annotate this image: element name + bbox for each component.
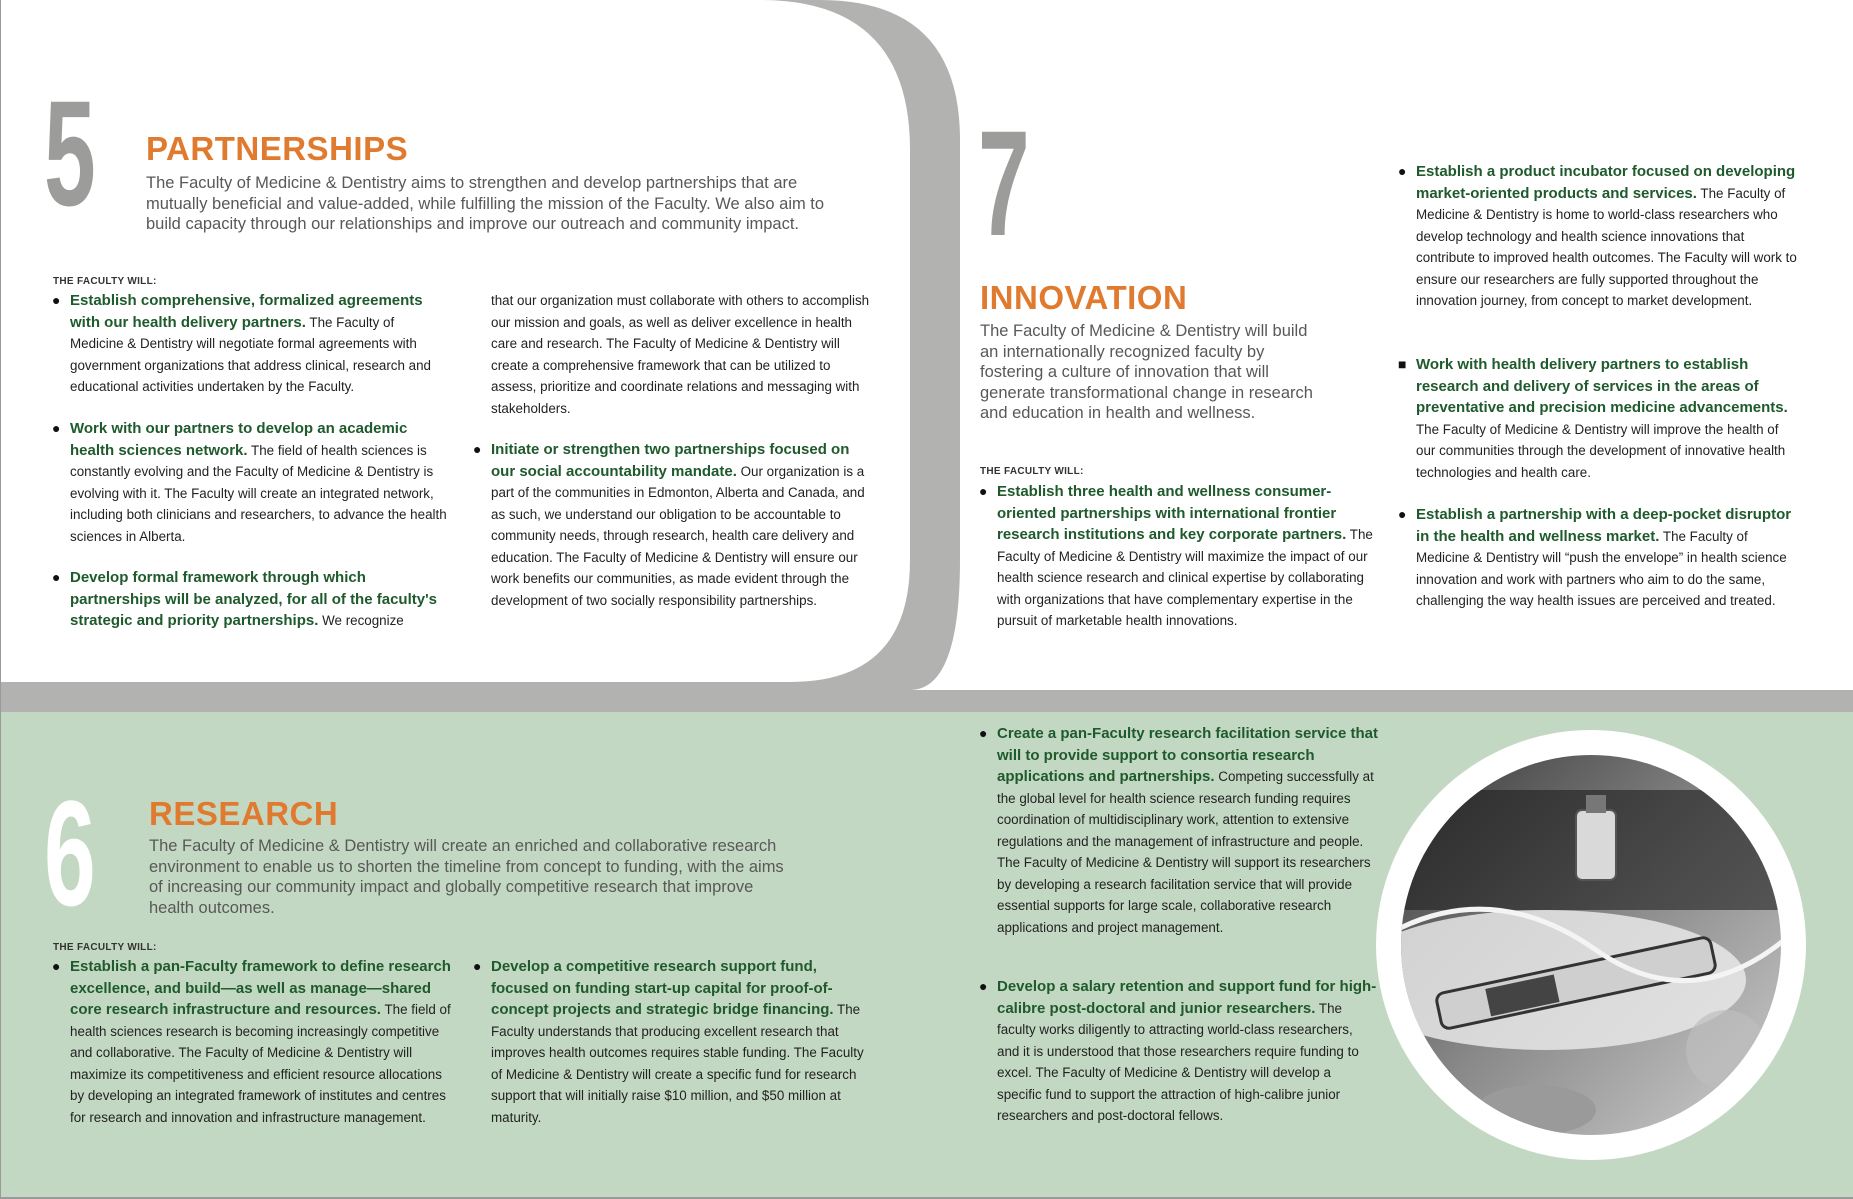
list-item bbox=[52, 956, 451, 1128]
item-body: The Faculty of Medicine & Dentistry will improve the health of our communities through the development of innovative health technologies and health care. bbox=[1416, 421, 1786, 480]
item-body: The Faculty of Medicine & Dentistry will “push the envelope” in health science innovation and work with partners who aim to do the same, challenging the way health issues are perceived and treated. bbox=[1416, 528, 1787, 608]
list-item bbox=[52, 418, 451, 547]
bullet: ● bbox=[52, 420, 61, 436]
item-body: We recognize bbox=[318, 613, 404, 628]
section-title-partnerships: PARTNERSHIPS bbox=[146, 130, 409, 167]
list-item bbox=[1398, 161, 1799, 312]
bullet: ● bbox=[979, 725, 988, 741]
lab-photo bbox=[1376, 730, 1806, 1160]
item-heading: Establish a pan-Faculty framework to define research excellence, and build—as well as manage—shared core research infrastructure and resources. bbox=[70, 958, 451, 1018]
list-item bbox=[473, 956, 872, 1128]
list-item bbox=[979, 481, 1378, 632]
faculty-will-label: THE FACULTY WILL: bbox=[53, 942, 157, 953]
list-item bbox=[52, 290, 451, 398]
bullet: ● bbox=[52, 958, 61, 974]
faculty-will-label: THE FACULTY WILL: bbox=[980, 466, 1084, 477]
item-heading: Establish a partnership with a deep-pocket disruptor in the health and wellness market. bbox=[1416, 506, 1792, 545]
item-heading: Develop a salary retention and support fund for high-calibre post-doctoral and junior researchers. bbox=[997, 978, 1377, 1017]
item-body: Competing successfully at the global level for health science research funding requires coordination of multidisciplinary work, attention to extensive regulations and the management of infrastructure and people. The Faculty of Medicine & Dentistry will support its researchers by developing a research facilitation service that will provide essential supports for large scale, collaborative research applications and project management. bbox=[997, 769, 1374, 935]
bullet: ● bbox=[979, 483, 988, 499]
bullet: ● bbox=[52, 292, 61, 308]
item-heading: Establish three health and wellness consumer-oriented partnerships with international frontier research institutions and key corporate partners. bbox=[997, 483, 1347, 543]
lab-photo-illustration bbox=[1376, 730, 1806, 1160]
bullet: ● bbox=[1398, 506, 1407, 522]
section-intro-partnerships: The Faculty of Medicine & Dentistry aims to strengthen and develop partnerships that are mutually beneficial and value-added, while fulfilling the mission of the Faculty. We also aim to build capacity through our relationships and improve our outreach and community impact. bbox=[146, 174, 825, 233]
list-item bbox=[473, 439, 872, 611]
list-item bbox=[1398, 504, 1799, 612]
section-title-innovation: INNOVATION bbox=[980, 279, 1188, 316]
item-body: The Faculty of Medicine & Dentistry will negotiate formal agreements with government organizations that address clinical, research and educational activities undertaken by the Faculty. bbox=[70, 314, 432, 394]
list-item bbox=[979, 976, 1378, 1127]
item-heading: Establish a product incubator focused on developing market-oriented products and services. bbox=[1416, 163, 1796, 202]
item-heading: Work with health delivery partners to establish research and delivery of services in the areas of preventative and precision medicine advancements. bbox=[1416, 356, 1788, 416]
section-number-7: 7 bbox=[978, 99, 1028, 267]
item-heading: Develop a competitive research support fund, focused on funding start-up capital for proof-of-concept projects and strategic bridge financing. bbox=[491, 958, 834, 1018]
bullet: ● bbox=[473, 958, 482, 974]
item-body: The Faculty understands that producing excellent research that improves health outcomes requires stable funding. The Faculty of Medicine & Dentistry will create a specific fund for research support that will initially raise $10 million, and $50 million at maturity. bbox=[491, 1002, 864, 1125]
item-heading: Develop formal framework through which partnerships will be analyzed, for all of the faculty's strategic and priority partnerships. bbox=[70, 569, 437, 629]
section-number-6: 6 bbox=[44, 769, 94, 937]
item-body: Our organization is a part of the communities in Edmonton, Alberta and Canada, and as such, we understand our obligation to be accountable to community needs, through research, health care delivery and education. The Faculty of Medicine & Dentistry will ensure our work benefits our communities, as made evident through the development of two socially responsibility partnerships. bbox=[491, 463, 865, 608]
item-heading: Initiate or strengthen two partnerships focused on our social accountability mandate. bbox=[491, 441, 850, 480]
bullet: ● bbox=[52, 569, 61, 585]
bullet: ● bbox=[1398, 163, 1407, 179]
section-intro-research: The Faculty of Medicine & Dentistry will create an enriched and collaborative research environment to enable us to shorten the timeline from concept to funding, with the aims of increasing our community impact and globally competitive research that improve health outcomes. bbox=[149, 837, 784, 917]
list-item-continued bbox=[491, 290, 872, 419]
section-number-5: 5 bbox=[44, 69, 94, 237]
list-item bbox=[52, 567, 451, 632]
bullet: ■ bbox=[1398, 356, 1407, 372]
item-body: The Faculty of Medicine & Dentistry is home to world-class researchers who develop technology and health science innovations that contribute to improved health outcomes. The Faculty will work to ensure our researchers are fully supported throughout the innovation journey, from concept to market development. bbox=[1416, 185, 1797, 308]
item-heading: Establish comprehensive, formalized agreements with our health delivery partners. bbox=[70, 292, 423, 331]
item-body: The field of health sciences is constantly evolving and the Faculty of Medicine & Dentistry is evolving with it. The Faculty will create an integrated network, including both clinicians and researchers, to advance the health sciences in Alberta. bbox=[70, 442, 447, 544]
section-title-research: RESEARCH bbox=[149, 795, 339, 832]
bullet: ● bbox=[473, 441, 482, 457]
item-heading: Create a pan-Faculty research facilitation service that will to provide support to consortia research applications and partnerships. bbox=[997, 725, 1378, 785]
bullet: ● bbox=[979, 978, 988, 994]
item-body: The Faculty of Medicine & Dentistry will maximize the impact of our health science research and clinical expertise by collaborating with organizations that have complementary expertise in the pursuit of marketable health innovations. bbox=[997, 527, 1373, 628]
item-heading: Work with our partners to develop an academic health sciences network. bbox=[70, 420, 408, 459]
list-item bbox=[979, 723, 1378, 938]
item-body: that our organization must collaborate with others to accomplish our mission and goals, as well as deliver excellence in health care and research. The Faculty of Medicine & Dentistry will create a comprehensive framework that can be utilized to assess, prioritize and coordinate relations and messaging with stakeholders. bbox=[491, 293, 870, 416]
faculty-will-label: THE FACULTY WILL: bbox=[53, 276, 157, 287]
item-body: The field of health sciences research is becoming increasingly competitive and collaborative. The Faculty of Medicine & Dentistry will maximize its competitiveness and efficient resource allocations by developing an integrated framework of institutes and centres for research and innovation and infrastructure management. bbox=[70, 1002, 451, 1125]
section-intro-innovation: The Faculty of Medicine & Dentistry will build an internationally recognized faculty by fostering a culture of innovation that will generate transformational change in research and education in health and wellness. bbox=[980, 322, 1313, 422]
item-body: The faculty works diligently to attracting world-class researchers, and it is understood that those researchers require funding to excel. The Faculty of Medicine & Dentistry will develop a specific fund to support the attraction of high-calibre junior researchers and post-doctoral fellows. bbox=[997, 1000, 1359, 1123]
list-item bbox=[1398, 354, 1799, 483]
